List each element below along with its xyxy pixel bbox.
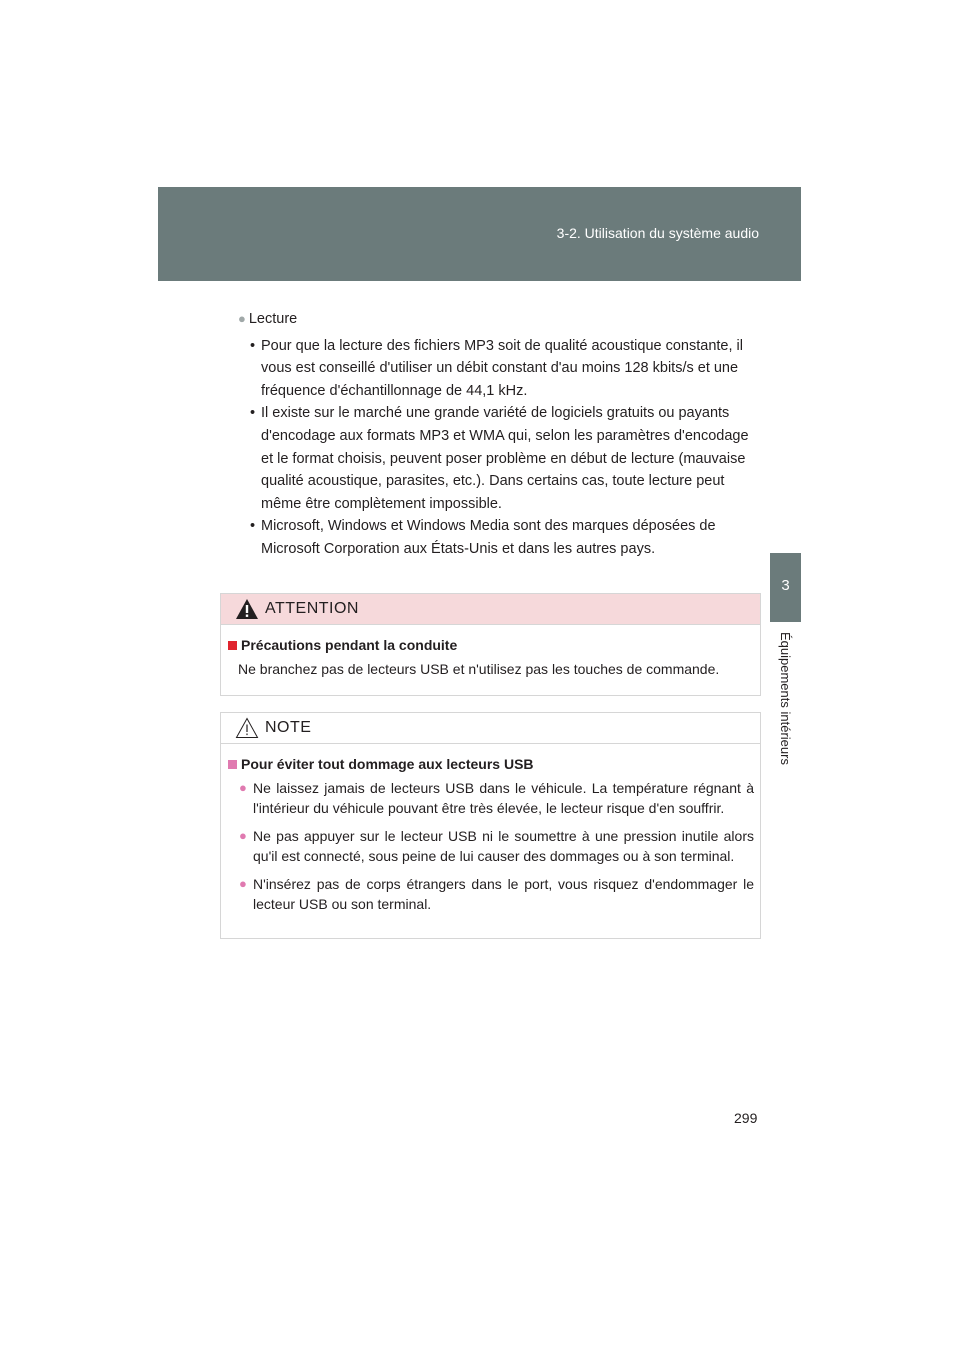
warning-triangle-icon bbox=[235, 598, 259, 620]
list-item: • Microsoft, Windows et Windows Media sont des marques déposées de Microsoft Corporation aux États-Unis et dans les autres pays. bbox=[250, 515, 758, 560]
caution-triangle-outline-icon bbox=[235, 717, 259, 739]
attention-box bbox=[220, 593, 761, 696]
note-item-text: N'insérez pas de corps étrangers dans le port, vous risquez d'endommager le lecteur USB ou son terminal. bbox=[253, 876, 754, 912]
bullet-circle-icon: ● bbox=[239, 780, 247, 795]
note-subheading-text: Pour éviter tout dommage aux lecteurs USB bbox=[241, 756, 534, 772]
list-item: • Pour que la lecture des fichiers MP3 soit de qualité acoustique constante, il vous est conseillé d'utiliser un débit constant d'au moins 128 kbits/s et une fréquence d'échantillonnage de 44,1 kHz. bbox=[250, 335, 758, 403]
note-box bbox=[220, 712, 761, 939]
section-heading-text: Lecture bbox=[248, 311, 298, 327]
list-item bbox=[239, 874, 754, 914]
main-content bbox=[238, 308, 758, 561]
list-item: • Il existe sur le marché une grande variété de logiciels gratuits ou payants d'encodage aux formats MP3 et WMA qui, selon les paramètres d'encodage et le format choisis, peuvent poser problème en début de lecture (mauvaise qualité acoustique, parasites, etc.). Dans certains cas, toute lecture peut même être complètement impossible. bbox=[250, 402, 758, 515]
chapter-side-label-text: Équipements intérieurs bbox=[777, 632, 793, 765]
attention-subheading bbox=[227, 637, 754, 653]
bullet-circle-icon: ● bbox=[238, 311, 246, 326]
square-bullet-icon bbox=[228, 760, 237, 769]
note-item-text: Ne laissez jamais de lecteurs USB dans le véhicule. La température régnant à l'intérieur du véhicule pouvant être très élevée, le lecteur risque d'en souffrir. bbox=[253, 780, 754, 816]
attention-body bbox=[221, 625, 760, 695]
chapter-header bbox=[158, 187, 801, 281]
section-heading bbox=[238, 308, 758, 331]
attention-label: ATTENTION bbox=[265, 600, 359, 617]
bullet-circle-icon: ● bbox=[239, 828, 247, 843]
chapter-title: 3-2. Utilisation du système audio bbox=[556, 225, 759, 241]
bullet-circle-icon: ● bbox=[239, 876, 247, 891]
note-subheading bbox=[227, 756, 754, 772]
attention-text: Ne branchez pas de lecteurs USB et n'utilisez pas les touches de commande. bbox=[238, 661, 720, 677]
attention-subheading-text: Précautions pendant la conduite bbox=[241, 637, 458, 653]
note-item-text: Ne pas appuyer sur le lecteur USB ni le soumettre à une pression inutile alors qu'il est connecté, sous peine de lui causer des dommages ou à son terminal. bbox=[253, 828, 754, 864]
attention-header bbox=[221, 594, 760, 625]
note-label: NOTE bbox=[265, 719, 312, 736]
chapter-side-label bbox=[770, 632, 801, 782]
list-item bbox=[239, 778, 754, 818]
square-bullet-icon bbox=[228, 641, 237, 650]
page-number: 299 bbox=[734, 1110, 758, 1126]
list-item bbox=[239, 826, 754, 866]
chapter-tab bbox=[770, 553, 801, 622]
note-body bbox=[221, 744, 760, 938]
note-header bbox=[221, 713, 760, 744]
bullet-list bbox=[238, 335, 758, 561]
chapter-number: 3 bbox=[781, 577, 790, 594]
